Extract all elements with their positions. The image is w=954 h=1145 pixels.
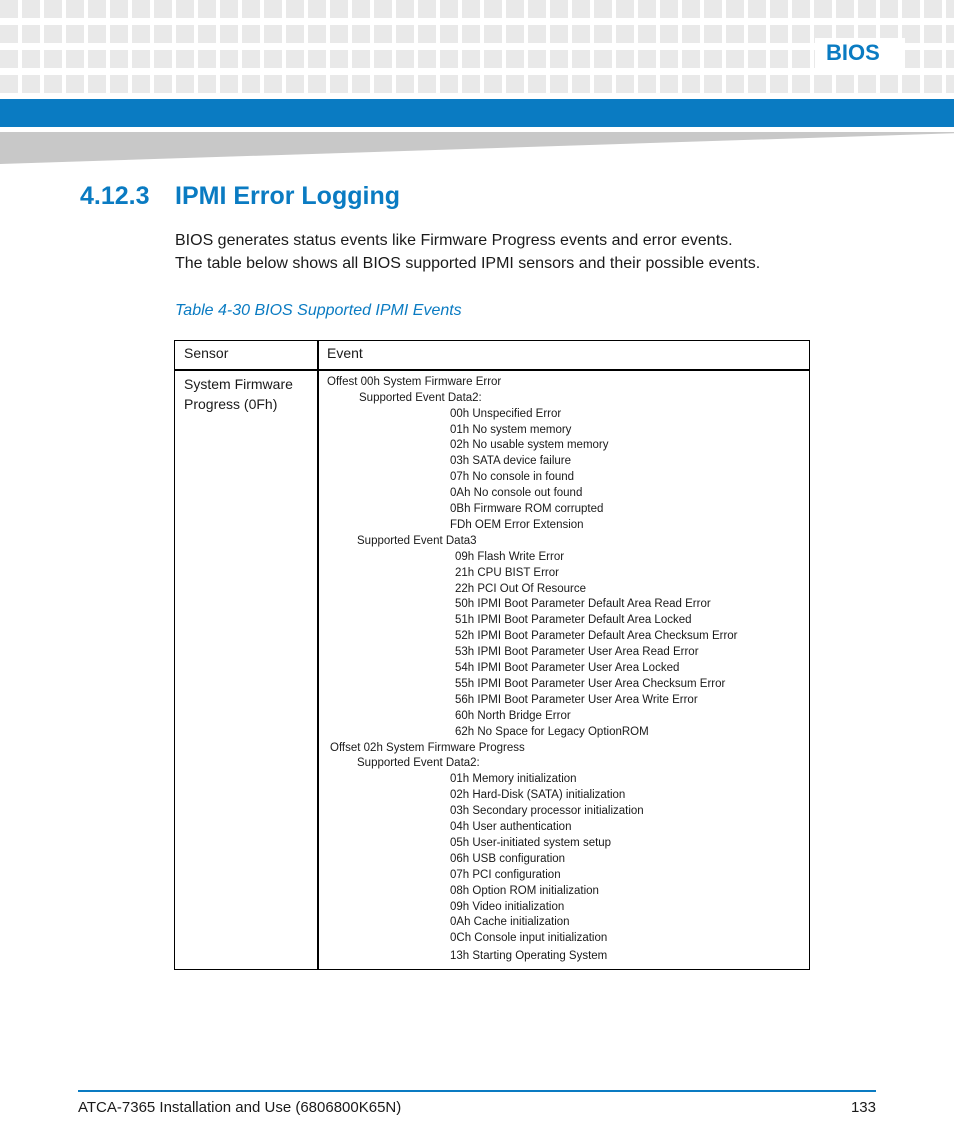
event-entry: 00h Unspecified Error	[450, 408, 562, 420]
event-entry: 06h USB configuration	[450, 853, 566, 865]
footer-rule	[78, 1090, 876, 1092]
event-entry: 22h PCI Out Of Resource	[455, 583, 587, 595]
event-offset-heading: Offset 02h System Firmware Progress	[330, 742, 525, 754]
table-caption: Table 4-30 BIOS Supported IPMI Events	[175, 302, 462, 319]
event-entry: 53h IPMI Boot Parameter User Area Read Error	[455, 646, 699, 658]
event-data-heading: Supported Event Data2:	[359, 392, 482, 404]
event-entry: 54h IPMI Boot Parameter User Area Locked	[455, 662, 680, 674]
intro-paragraph	[175, 229, 760, 275]
event-data-heading: Supported Event Data2:	[357, 757, 480, 769]
header-section-label: BIOS	[826, 40, 880, 65]
event-entry: 55h IPMI Boot Parameter User Area Checksum Error	[455, 678, 726, 690]
header-grey-wedge	[0, 132, 954, 164]
ipmi-events-table	[174, 340, 810, 970]
sensor-line: Progress (0Fh)	[184, 396, 278, 412]
event-entry: 07h No console in found	[450, 471, 575, 483]
event-entry: 21h CPU BIST Error	[455, 567, 559, 579]
column-header-event: Event	[327, 345, 363, 361]
intro-line: The table below shows all BIOS supported IPMI sensors and their possible events.	[175, 255, 761, 272]
header-blue-band	[0, 99, 954, 127]
section-title: IPMI Error Logging	[175, 182, 400, 210]
sensor-line: System Firmware	[184, 376, 293, 392]
event-entry: 03h Secondary processor initialization	[450, 805, 644, 817]
table-column-divider	[317, 341, 319, 969]
sensor-cell	[184, 374, 312, 414]
event-data-heading: Supported Event Data3	[357, 535, 477, 547]
event-entry: 0Ah Cache initialization	[450, 916, 570, 928]
event-entry: 03h SATA device failure	[450, 455, 572, 467]
event-entry: 09h Flash Write Error	[455, 551, 565, 563]
event-entry: 07h PCI configuration	[450, 869, 561, 881]
footer-document-title: ATCA-7365 Installation and Use (6806800K65N)	[78, 1099, 402, 1116]
event-entry: 56h IPMI Boot Parameter User Area Write Error	[455, 694, 698, 706]
event-entry: 62h No Space for Legacy OptionROM	[455, 726, 649, 738]
intro-line: BIOS generates status events like Firmware Progress events and error events.	[175, 232, 733, 249]
event-entry: 60h North Bridge Error	[455, 710, 571, 722]
event-entry: 01h Memory initialization	[450, 773, 577, 785]
event-entry: 08h Option ROM initialization	[450, 885, 599, 897]
event-entry: 13h Starting Operating System	[450, 950, 608, 962]
event-entry: 09h Video initialization	[450, 901, 565, 913]
event-entry: 0Ah No console out found	[450, 487, 583, 499]
event-entry: 0Ch Console input initialization	[450, 932, 608, 944]
section-number: 4.12.3	[80, 182, 150, 210]
event-entry: 01h No system memory	[450, 424, 572, 436]
event-entry: 0Bh Firmware ROM corrupted	[450, 503, 604, 515]
event-offset-heading: Offest 00h System Firmware Error	[327, 376, 502, 388]
column-header-sensor: Sensor	[184, 345, 229, 361]
event-entry: 02h Hard-Disk (SATA) initialization	[450, 789, 626, 801]
event-entry: FDh OEM Error Extension	[450, 519, 584, 531]
event-entry: 04h User authentication	[450, 821, 572, 833]
footer-page-number: 133	[850, 1099, 876, 1116]
table-header-divider	[175, 369, 809, 371]
header-grid-tiles	[0, 0, 954, 98]
event-entry: 51h IPMI Boot Parameter Default Area Locked	[455, 614, 692, 626]
event-entry: 05h User-initiated system setup	[450, 837, 612, 849]
event-entry: 52h IPMI Boot Parameter Default Area Checksum Error	[455, 630, 738, 642]
event-entry: 50h IPMI Boot Parameter Default Area Read Error	[455, 598, 711, 610]
event-entry: 02h No usable system memory	[450, 439, 609, 451]
